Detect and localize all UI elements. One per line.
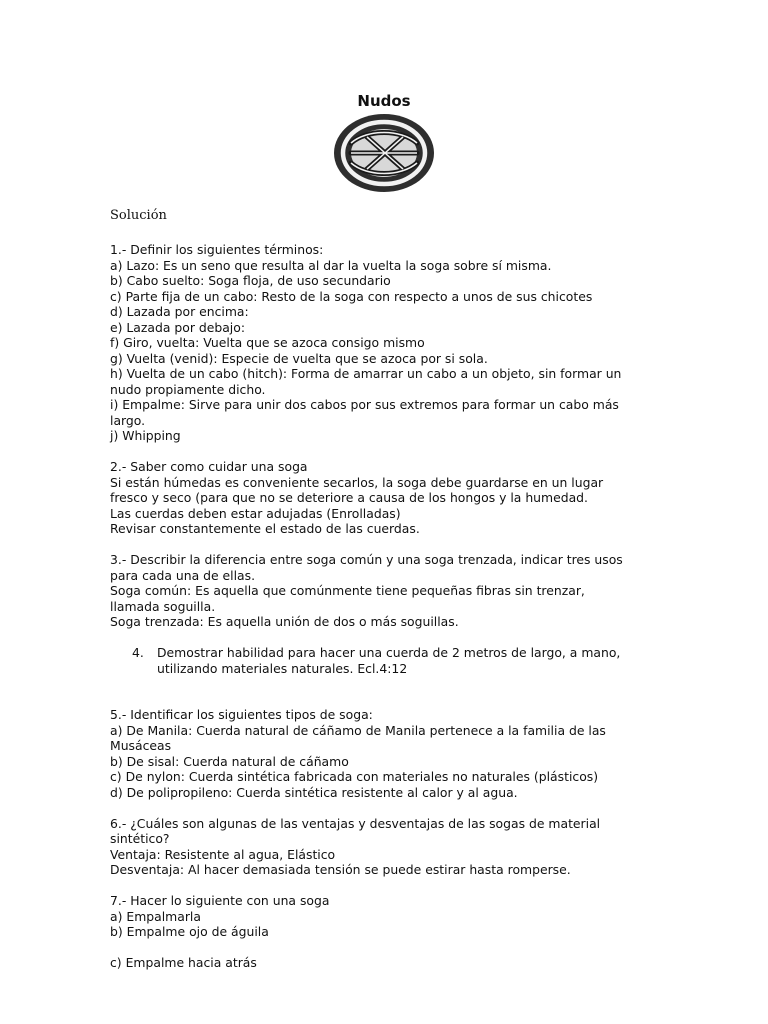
spacer — [110, 676, 660, 707]
section-2 — [110, 459, 660, 537]
spacer — [110, 878, 660, 894]
section-3-line: para cada una de ellas. — [110, 567, 256, 583]
section-1-line: e) Lazada por debajo: — [110, 319, 246, 335]
section-2-heading: 2.- Saber como cuidar una soga — [110, 459, 308, 474]
section-1-line: d) Lazada por encima: — [110, 304, 249, 319]
section-3-line: Soga común: Es aquella que comúnmente tiene pequeñas fibras sin trenzar, — [110, 583, 585, 598]
section-1-line: f) Giro, vuelta: Vuelta que se azoca consigo mismo — [110, 335, 425, 350]
section-1-line: nudo propiamente dicho. — [110, 381, 266, 397]
section-5-line: c) De nylon: Cuerda sintética fabricada con materiales no naturales (plásticos) — [110, 769, 599, 784]
list-number: 4. — [132, 645, 144, 660]
knot-badge-icon — [333, 113, 435, 193]
section-5-line: Musáceas — [110, 738, 172, 753]
section-5-line: a) De Manila: Cuerda natural de cáñamo de Manila pertenece a la familia de las — [110, 722, 606, 738]
section-6-line: Desventaja: Al hacer demasiada tensión se puede estirar hasta romperse. — [110, 862, 571, 877]
section-3-line: llamada soguilla. — [110, 598, 216, 614]
spacer — [110, 630, 660, 646]
spacer — [110, 940, 660, 956]
section-2-line: Revisar constantemente el estado de las cuerdas. — [110, 521, 420, 536]
section-4-line — [132, 645, 660, 661]
section-7-line: a) Empalmarla — [110, 908, 201, 924]
spacer — [110, 537, 660, 553]
section-1-line: largo. — [110, 412, 146, 428]
section-3-heading: 3.- Describir la diferencia entre soga común y una soga trenzada, indicar tres usos — [110, 552, 623, 567]
section-1-line: h) Vuelta de un cabo (hitch): Forma de amarrar un cabo a un objeto, sin formar un — [110, 366, 622, 381]
section-6-line: sintético? — [110, 831, 170, 846]
document-subtitle: Solución — [110, 208, 167, 223]
section-4 — [110, 645, 660, 676]
section-7-line: b) Empalme ojo de águila — [110, 924, 269, 939]
document-body — [110, 242, 660, 971]
section-6-line: Ventaja: Resistente al agua, Elástico — [110, 846, 336, 862]
section-1-heading: 1.- Definir los siguientes términos: — [110, 242, 324, 257]
section-1-line: g) Vuelta (venid): Especie de vuelta que se azoca por si sola. — [110, 350, 488, 366]
section-6-heading: 6.- ¿Cuáles son algunas de las ventajas y desventajas de las sogas de material — [110, 815, 601, 831]
section-7 — [110, 893, 660, 971]
section-4-line: utilizando materiales naturales. Ecl.4:12 — [157, 660, 408, 676]
section-5 — [110, 707, 660, 800]
spacer — [110, 800, 660, 816]
section-5-line: d) De polipropileno: Cuerda sintética resistente al calor y al agua. — [110, 784, 518, 800]
section-5-heading: 5.- Identificar los siguientes tipos de soga: — [110, 707, 373, 722]
section-2-line: Si están húmedas es conveniente secarlos, la soga debe guardarse en un lugar — [110, 474, 604, 490]
section-5-line: b) De sisal: Cuerda natural de cáñamo — [110, 753, 349, 769]
section-2-line: Las cuerdas deben estar adujadas (Enrolladas) — [110, 505, 401, 521]
section-7-heading: 7.- Hacer lo siguiente con una soga — [110, 893, 330, 908]
document-title: Nudos — [357, 92, 411, 110]
section-3-line: Soga trenzada: Es aquella unión de dos o más soguillas. — [110, 614, 459, 629]
section-7-line: c) Empalme hacia atrás — [110, 955, 257, 970]
section-6 — [110, 816, 660, 878]
section-1-line: i) Empalme: Sirve para unir dos cabos por sus extremos para formar un cabo más — [110, 397, 619, 412]
section-1-line: j) Whipping — [110, 428, 181, 443]
section-1-line: a) Lazo: Es un seno que resulta al dar la vuelta la soga sobre sí misma. — [110, 257, 552, 273]
section-1 — [110, 242, 660, 444]
spacer — [110, 444, 660, 460]
section-1-line: b) Cabo suelto: Soga floja, de uso secundario — [110, 273, 391, 288]
section-1-line: c) Parte fija de un cabo: Resto de la soga con respecto a unos de sus chicotes — [110, 288, 593, 304]
section-2-line: fresco y seco (para que no se deteriore a causa de los hongos y la humedad. — [110, 490, 588, 505]
section-4-text: Demostrar habilidad para hacer una cuerda de 2 metros de largo, a mano, — [157, 645, 621, 660]
section-3 — [110, 552, 660, 630]
